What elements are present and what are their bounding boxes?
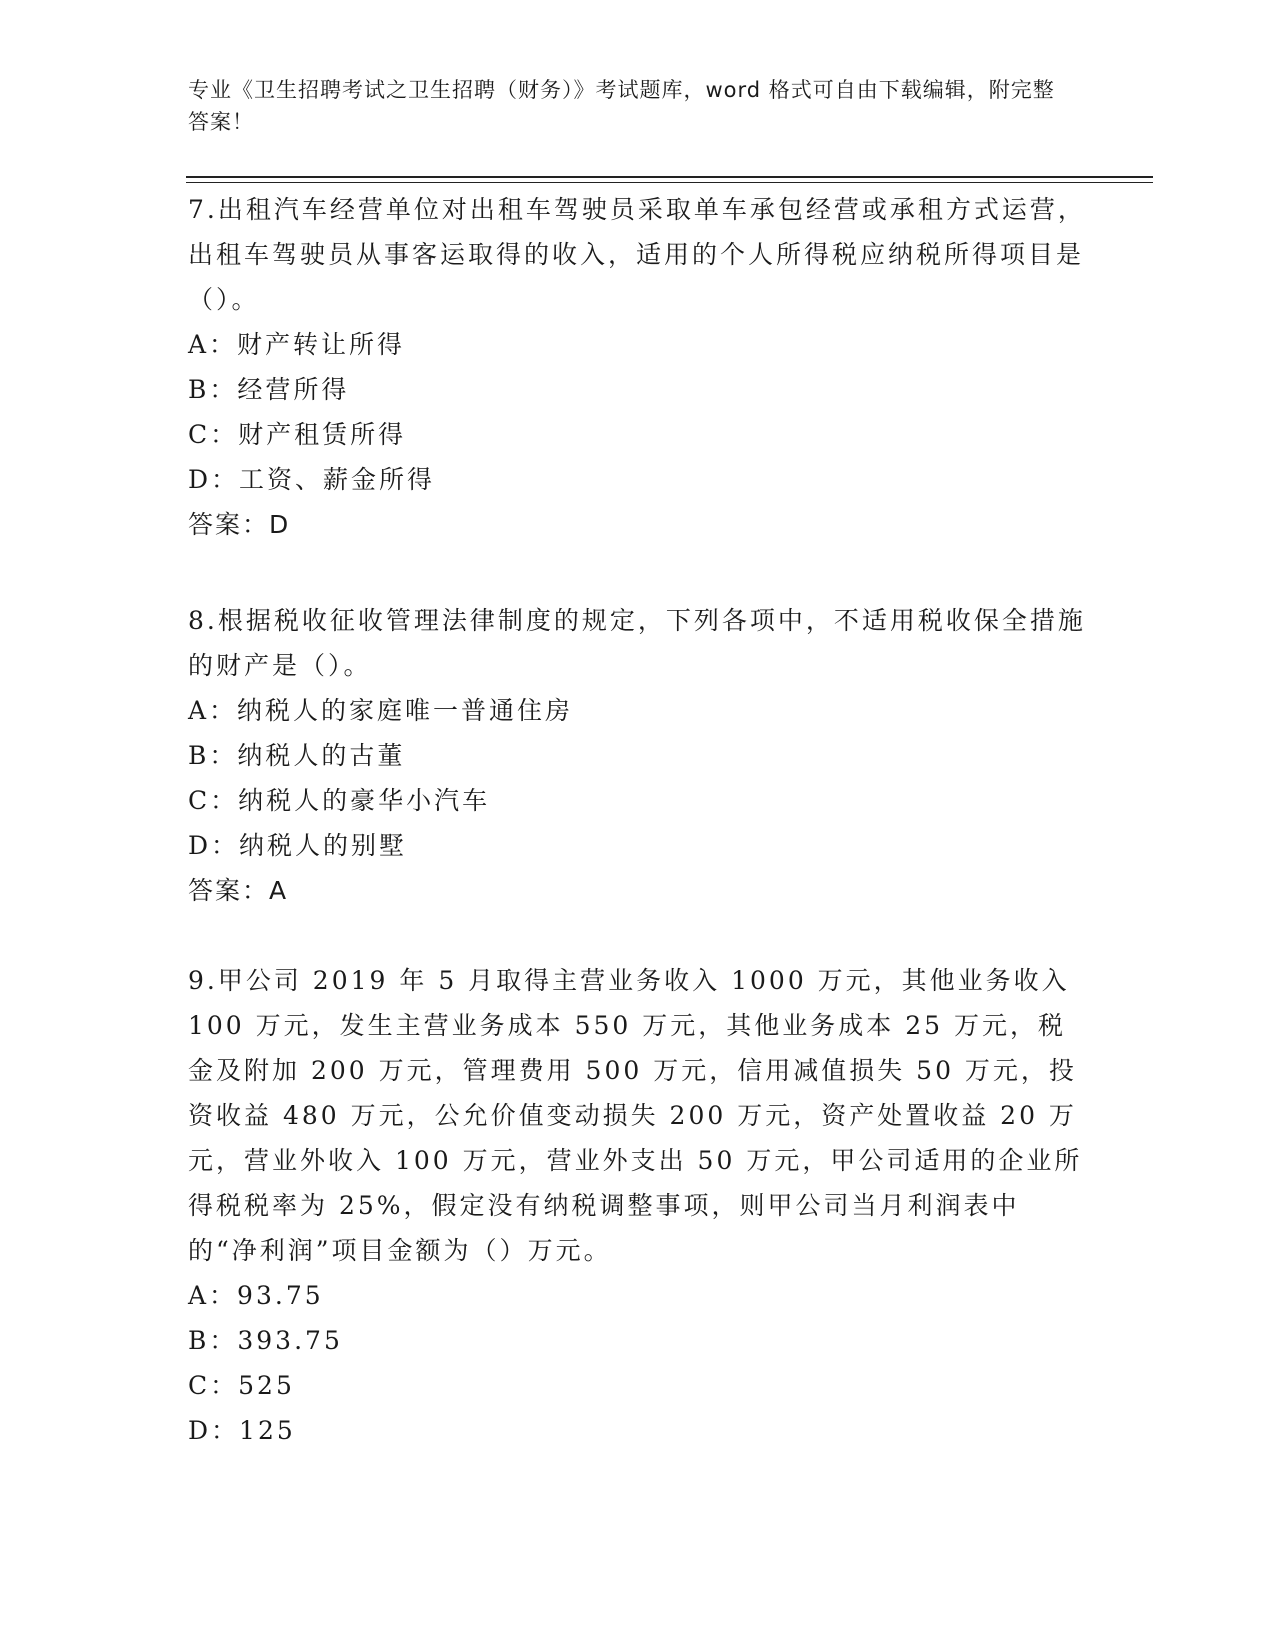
question-stem: 9.甲公司 2019 年 5 月取得主营业务收入 1000 万元，其他业务收入 100 万元，发生主营业务成本 550 万元，其他业务成本 25 万元，税金及附加 200 万元，管理费用 500 万元，信用减值损失 50 万元，投资收益 480 万元，公允价值变动损失 200 万元，资产处置收益 20 万元，营业外收入 100 万元，营业外支出 50 万元，甲公司适用的企业所得税税率为 25%，假定没有纳税调整事项，则甲公司当月利润表中的“净利润”项目金额为（）万元。	[188, 966, 1083, 1265]
header-rule-thin	[186, 182, 1153, 183]
option-b: B：纳税人的古董	[188, 741, 406, 770]
question-stem: 8.根据税收征收管理法律制度的规定，下列各项中，不适用税收保全措施的财产是（）。	[188, 606, 1086, 680]
question-7	[188, 187, 1088, 547]
answer: 答案：D	[188, 510, 291, 539]
question-stem: 7.出租汽车经营单位对出租车驾驶员采取单车承包经营或承租方式运营，出租车驾驶员从事客运取得的收入，适用的个人所得税应纳税所得项目是（）。	[188, 195, 1086, 314]
option-a: A：财产转让所得	[188, 330, 406, 359]
option-c: C：财产租赁所得	[188, 420, 407, 449]
option-b: B：经营所得	[188, 375, 350, 404]
option-d: D：纳税人的别墅	[188, 831, 408, 860]
option-b: B：393.75	[188, 1326, 343, 1355]
option-a: A：纳税人的家庭唯一普通住房	[188, 696, 574, 725]
option-a: A：93.75	[188, 1281, 324, 1310]
header-rule-thick	[186, 176, 1153, 178]
option-c: C：525	[188, 1371, 295, 1400]
option-c: C：纳税人的豪华小汽车	[188, 786, 491, 815]
question-9	[188, 958, 1088, 1453]
question-8	[188, 598, 1088, 913]
option-d: D：工资、薪金所得	[188, 465, 436, 494]
answer: 答案：A	[188, 876, 289, 905]
document-header: 专业《卫生招聘考试之卫生招聘（财务）》考试题库，word 格式可自由下载编辑，附完整答案！	[188, 78, 1055, 134]
option-d: D：125	[188, 1416, 296, 1445]
